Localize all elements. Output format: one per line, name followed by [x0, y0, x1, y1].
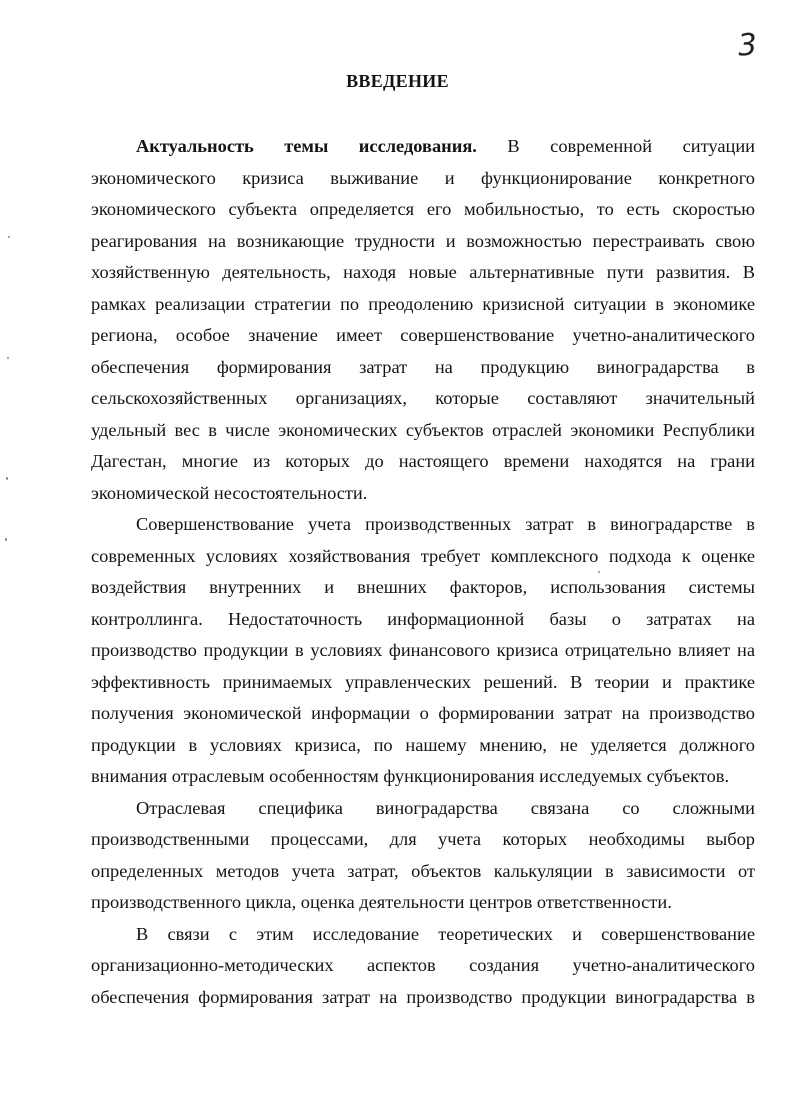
paragraph-3-line-4: производственного цикла, оценка деятельности центров ответственности.	[91, 892, 672, 912]
paragraph-1-line-12: экономической несостоятельности.	[91, 483, 368, 503]
page-number: 3	[736, 27, 759, 64]
paragraph-3-line-2: производственными процессами, для учета которых необходимы выбор	[91, 829, 755, 849]
paragraph-4-line-1: В связи с этим исследование теоретических и совершенствование	[136, 924, 755, 944]
paragraph-3-line-3: определенных методов учета затрат, объектов калькуляции в зависимости от	[91, 861, 755, 881]
paragraph-2-line-8: продукции в условиях кризиса, по нашему мнению, не уделяется должного	[91, 735, 755, 755]
paragraph-2-line-2: современных условиях хозяйствования требует комплексного подхода к оценке	[91, 546, 755, 566]
scan-speck	[7, 357, 9, 359]
paragraph-2-line-4: контроллинга. Недостаточность информационной базы о затратах на	[91, 609, 755, 629]
paragraph-1-line-1	[136, 134, 755, 158]
paragraph-1-line-1-text: В современной ситуации	[476, 136, 756, 156]
paragraph-2-line-9: внимания отраслевым особенностям функционирования исследуемых субъектов.	[91, 766, 730, 786]
paragraph-1-line-3: экономического субъекта определяется его мобильностью, то есть скоростью	[91, 199, 755, 219]
paragraph-2-line-3: воздействия внутренних и внешних факторов, использования системы	[91, 577, 755, 597]
scan-speck	[5, 538, 7, 541]
paragraph-4-line-2: организационно-методических аспектов создания учетно-аналитического	[91, 955, 755, 975]
paragraph-1-line-6: рамках реализации стратегии по преодолению кризисной ситуации в экономике	[91, 294, 755, 314]
paragraph-1-line-4: реагирования на возникающие трудности и возможностью перестраивать свою	[91, 231, 755, 251]
section-heading: ВВЕДЕНИЕ	[346, 71, 449, 91]
paragraph-1-line-7: региона, особое значение имеет совершенствование учетно-аналитического	[91, 325, 755, 345]
paragraph-1-line-9: сельскохозяйственных организациях, которые составляют значительный	[91, 388, 755, 408]
paragraph-1-lead: Актуальность темы исследования.	[136, 136, 477, 156]
paragraph-2-line-1: Совершенствование учета производственных затрат в виноградарстве в	[136, 514, 755, 534]
paragraph-3-line-1: Отраслевая специфика виноградарства связана со сложными	[136, 798, 755, 818]
paragraph-1-line-8: обеспечения формирования затрат на продукцию виноградарства в	[91, 357, 755, 377]
paragraph-2-line-6: эффективность принимаемых управленческих решений. В теории и практике	[91, 672, 755, 692]
paragraph-1-line-5: хозяйственную деятельность, находя новые альтернативные пути развития. В	[91, 262, 755, 282]
scan-speck	[8, 236, 10, 238]
paragraph-1-line-11: Дагестан, многие из которых до настоящего времени находятся на грани	[91, 451, 755, 471]
paragraph-2-line-7: получения экономической информации о формировании затрат на производство	[91, 703, 755, 723]
scan-speck	[6, 477, 8, 480]
paragraph-1-line-2: экономического кризиса выживание и функционирование конкретного	[91, 168, 755, 188]
scan-speck	[598, 571, 600, 573]
paragraph-4-line-3: обеспечения формирования затрат на производство продукции виноградарства в	[91, 987, 755, 1007]
paragraph-1-line-10: удельный вес в числе экономических субъектов отраслей экономики Республики	[91, 420, 755, 440]
paragraph-2-line-5: производство продукции в условиях финансового кризиса отрицательно влияет на	[91, 640, 755, 660]
